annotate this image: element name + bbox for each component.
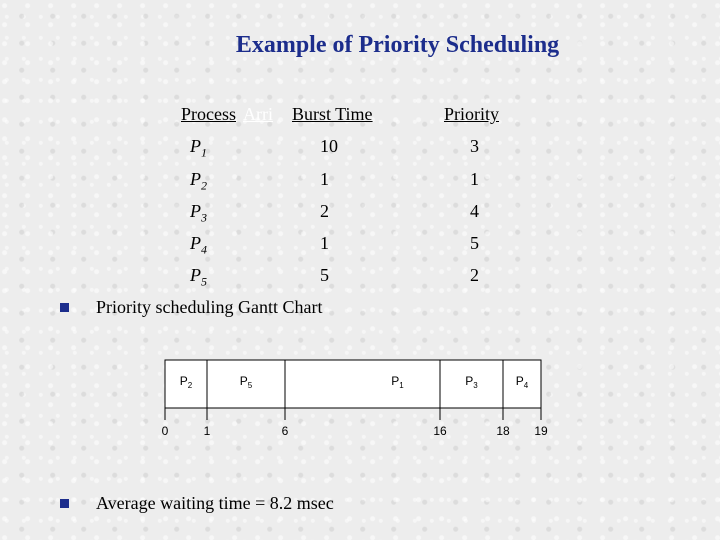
header-burst-time: Burst Time (292, 104, 373, 124)
bullet-square-icon (60, 499, 69, 508)
priority-value: 4 (470, 201, 479, 221)
burst-time: 5 (320, 265, 329, 285)
priority-value: 1 (470, 169, 479, 189)
gantt-tick-label: 1 (203, 424, 211, 438)
gantt-block (285, 360, 440, 408)
slide-title: Example of Priority Scheduling (235, 32, 560, 58)
gantt-tick-label: 16 (433, 424, 447, 438)
gantt-block-label: $P_1$ (391, 374, 404, 390)
process-name: $P_3$ (190, 201, 207, 225)
process-name: $P_2$ (190, 169, 207, 193)
burst-time: 10 (320, 136, 338, 156)
header-priority: Priority (444, 104, 500, 124)
bullet-average-waiting (60, 493, 334, 514)
gantt-block-label: $P_3$ (465, 374, 478, 390)
priority-value: 3 (470, 136, 479, 156)
gantt-block-label: $P_5$ (239, 374, 253, 390)
gantt-block-label: $P_4$ (515, 374, 529, 390)
process-name: $P_5$ (190, 265, 207, 289)
burst-time: 1 (320, 233, 329, 253)
bullet-text: Priority scheduling Gantt Chart (96, 297, 323, 317)
burst-time: 2 (320, 201, 329, 221)
priority-value: 5 (470, 233, 479, 253)
gantt-tick-label: 18 (496, 424, 510, 438)
process-name: $P_4$ (190, 233, 207, 257)
gantt-block-label: $P_2$ (179, 374, 193, 390)
priority-value: 2 (470, 265, 479, 285)
burst-time: 1 (320, 169, 329, 189)
gantt-tick-label: 0 (161, 424, 169, 438)
header-arrival: Arri (243, 104, 273, 124)
gantt-tick-label: 6 (281, 424, 289, 438)
header-process: Process (181, 104, 236, 124)
gantt-tick-label: 19 (534, 424, 548, 438)
bullet-text: Average waiting time = 8.2 msec (96, 493, 334, 513)
process-name: $P_1$ (190, 136, 207, 160)
